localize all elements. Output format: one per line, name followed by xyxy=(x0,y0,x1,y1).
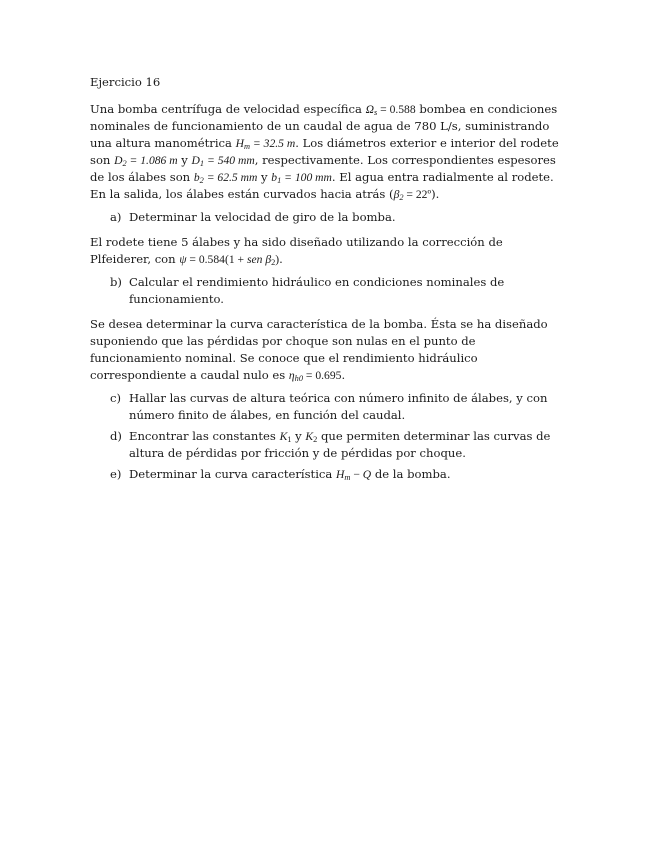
text-run: . xyxy=(279,252,283,266)
question-text: Encontrar las constantes $K_1$ y $K_2$ que permiten determinar las curvas de altura de pérdidas por fricción y de pérdidas por choque. xyxy=(129,429,551,460)
efficiency-formula: $\eta_{h0} = 0.695$ xyxy=(288,369,342,384)
text-run: . Los diámetros exterior e interior del rodete son xyxy=(90,136,559,167)
question-label: d) xyxy=(110,429,122,443)
exercise-title: Ejercicio 16 xyxy=(90,75,161,89)
inlet-width-formula: $b_1 = 100$ mm xyxy=(271,171,332,186)
hm-q-formula: $H_m - Q$ xyxy=(336,468,372,483)
inner-diameter-formula: $D_1 = 540$ mm xyxy=(191,154,255,169)
text-run: ). xyxy=(431,187,440,201)
question-label: a) xyxy=(110,210,122,224)
text-run: . xyxy=(341,368,346,382)
question-text: Determinar la velocidad de giro de la bomba. xyxy=(129,210,396,224)
question-b xyxy=(90,274,560,308)
question-label: b) xyxy=(110,275,122,289)
pfleiderer-paragraph xyxy=(90,234,560,268)
k1-symbol: $K_1$ xyxy=(279,430,292,445)
outlet-width-formula: $b_2 = 62.5$ mm xyxy=(193,171,258,186)
pfleiderer-formula: ψ = 0.584(1 + sen $\beta_2$) xyxy=(179,253,280,268)
blade-angle-formula: $\beta_2$ = 22º xyxy=(393,188,432,203)
intro-paragraph xyxy=(90,101,560,203)
text-run: El rodete tiene 5 álabes y ha sido diseñado utilizando la corrección de Plfeiderer, con xyxy=(90,235,503,266)
text-run: , respectivamente. Los correspondientes espesores de los álabes son xyxy=(90,153,556,184)
question-label: e) xyxy=(110,467,122,481)
question-c xyxy=(90,390,560,424)
characteristic-curve-paragraph xyxy=(90,316,560,384)
specific-speed-formula: $\Omega_s = 0.588$ xyxy=(365,103,416,118)
text-run: Se desea determinar la curva característica de la bomba. Ésta se ha diseñado suponiendo que las pérdidas por choque son nulas en el punto de funcionamiento nominal. Se conoce que el rendimiento hidráulico correspondiente a caudal nulo es xyxy=(90,317,548,382)
text-run: Una bomba centrífuga de velocidad específica xyxy=(90,102,366,116)
text-run: . El agua entra radialmente al rodete. En la salida, los álabes están curvados hacia atrás ( xyxy=(90,170,554,201)
question-text: Calcular el rendimiento hidráulico en condiciones nominales de funcionamiento. xyxy=(129,275,505,306)
exercise-content xyxy=(90,74,560,487)
text-run: y xyxy=(177,153,192,167)
question-d xyxy=(90,428,560,462)
question-label: c) xyxy=(110,391,122,405)
question-e xyxy=(90,466,560,483)
outer-diameter-formula: $D_2 = 1.086$ m xyxy=(114,154,178,169)
text-run: bombea en condiciones nominales de funcionamiento de un caudal de agua de 780 L/s, suministrando una altura manométrica xyxy=(90,102,558,150)
question-text: Hallar las curvas de altura teórica con número infinito de álabes, y con número finito de álabes, en función del caudal. xyxy=(129,391,548,422)
question-a xyxy=(90,209,560,226)
question-text: Determinar la curva característica $H_m - Q$ de la bomba. xyxy=(129,467,451,483)
text-run: y xyxy=(257,170,272,184)
head-formula: $H_m = 32.5$ m xyxy=(235,137,296,152)
k2-symbol: $K_2$ xyxy=(305,430,318,445)
